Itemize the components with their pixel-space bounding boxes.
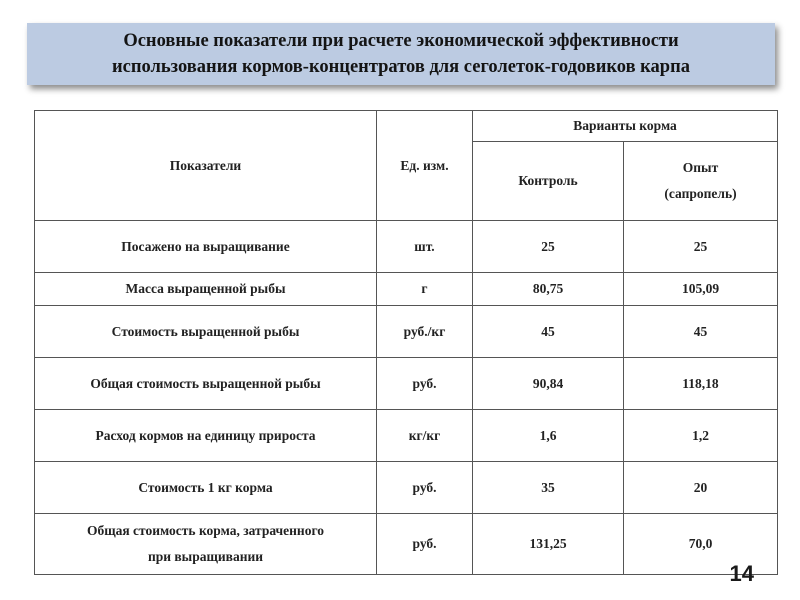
row-indicator: Общая стоимость выращенной рыбы	[35, 358, 377, 410]
header-experiment-line-1: Опыт	[682, 160, 719, 175]
title-line-2: использования кормов-концентратов для сеголеток-годовиков карпа	[111, 57, 691, 77]
row-unit: руб./кг	[377, 306, 473, 358]
slide-title	[27, 23, 775, 85]
row-experiment-value: 70,0	[624, 514, 778, 575]
row-indicator-line-2: при выращивании	[147, 549, 264, 564]
header-experiment-line-2: (сапропель)	[664, 186, 737, 201]
header-unit: Ед. изм.	[377, 111, 473, 221]
row-indicator: Масса выращенной рыбы	[35, 273, 377, 306]
row-unit: руб.	[377, 514, 473, 575]
row-control-value: 131,25	[473, 514, 624, 575]
row-control-value: 35	[473, 462, 624, 514]
row-unit: кг/кг	[377, 410, 473, 462]
table-row	[35, 410, 778, 462]
row-experiment-value: 105,09	[624, 273, 778, 306]
header-indicator: Показатели	[35, 111, 377, 221]
row-experiment-value: 25	[624, 221, 778, 273]
table-row	[35, 514, 778, 575]
table-row	[35, 358, 778, 410]
row-control-value: 80,75	[473, 273, 624, 306]
row-indicator: Стоимость 1 кг корма	[35, 462, 377, 514]
row-indicator-line-1: Общая стоимость корма, затраченного	[86, 523, 324, 538]
row-unit: шт.	[377, 221, 473, 273]
table-row	[35, 462, 778, 514]
row-experiment-value: 45	[624, 306, 778, 358]
table-row	[35, 221, 778, 273]
row-experiment-value: 1,2	[624, 410, 778, 462]
header-variants: Варианты корма	[473, 111, 778, 142]
row-indicator: Посажено на выращивание	[35, 221, 377, 273]
row-control-value: 25	[473, 221, 624, 273]
row-experiment-value: 118,18	[624, 358, 778, 410]
header-experiment	[624, 142, 778, 221]
row-indicator: Стоимость выращенной рыбы	[35, 306, 377, 358]
row-indicator	[35, 514, 377, 575]
table-row	[35, 273, 778, 306]
header-control: Контроль	[473, 142, 624, 221]
row-control-value: 1,6	[473, 410, 624, 462]
title-line-1: Основные показатели при расчете экономической эффективности	[123, 31, 679, 51]
table-header-row	[35, 111, 778, 142]
row-experiment-value: 20	[624, 462, 778, 514]
row-indicator: Расход кормов на единицу прироста	[35, 410, 377, 462]
row-unit: г	[377, 273, 473, 306]
table-row	[35, 306, 778, 358]
row-control-value: 90,84	[473, 358, 624, 410]
row-control-value: 45	[473, 306, 624, 358]
row-unit: руб.	[377, 462, 473, 514]
page-number: 14	[729, 561, 754, 586]
indicators-table	[34, 110, 778, 575]
row-unit: руб.	[377, 358, 473, 410]
